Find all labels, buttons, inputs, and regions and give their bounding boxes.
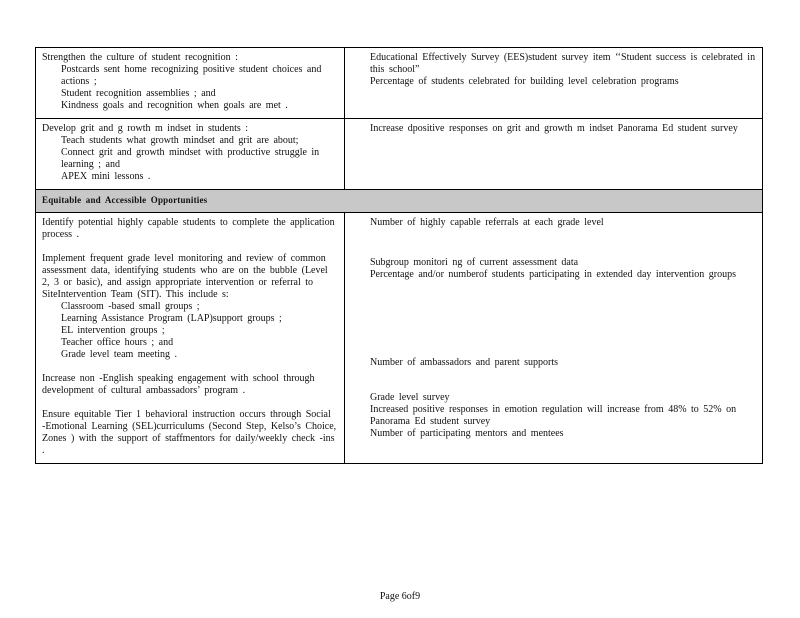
list-item: Postcards sent home recognizing positive student choices and actions ;	[61, 64, 322, 87]
list-item: Increased positive responses in emotion regulation will increase from 48% to 52% on Panorama Ed student survey	[370, 404, 737, 427]
list-item: APEX mini lessons .	[61, 171, 151, 182]
measure-bullet-list	[351, 257, 756, 281]
measure-cell	[345, 119, 763, 190]
section-header: Equitable and Accessible Opportunities	[36, 190, 763, 213]
list-item: Educational Effectively Survey (EES)student survey item ‘‘Student success is celebrated in this school”	[370, 52, 756, 75]
list-item: Teach students what growth mindset and grit are about;	[61, 135, 299, 146]
list-item: Teacher office hours ; and	[61, 337, 174, 348]
strategy-table	[35, 47, 763, 464]
strategy-bullet-list	[42, 135, 338, 183]
list-item: Student recognition assemblies ; and	[61, 88, 216, 99]
list-item: Classroom -based small groups ;	[61, 301, 200, 312]
list-item: Grade level survey	[370, 392, 450, 403]
strategy-text: Implement frequent grade level monitoring and review of common assessment data, identifying students who are on the bubble (Level 2, 3 or basic), and assign appropriate intervention or referral to SiteIntervention Team (SIT). This include s:	[42, 253, 328, 300]
list-item: Kindness goals and recognition when goals are met .	[61, 100, 288, 111]
list-item: EL intervention groups ;	[61, 325, 165, 336]
table-row	[36, 119, 763, 190]
strategy-text: Develop grit and g rowth m indset in students :	[42, 123, 249, 134]
strategy-cell	[36, 213, 345, 464]
strategy-text: Strengthen the culture of student recognition :	[42, 52, 238, 63]
list-item: Number of highly capable referrals at each grade level	[370, 217, 604, 228]
table-row	[36, 213, 763, 464]
list-item: Percentage and/or numberof students participating in extended day intervention groups	[370, 269, 736, 280]
strategy-text: Identify potential highly capable students to complete the application process .	[42, 217, 335, 240]
list-item: Connect grit and growth mindset with productive struggle in learning ; and	[61, 147, 320, 170]
list-item: Percentage of students celebrated for building level celebration programs	[370, 76, 679, 87]
measure-bullet-list	[351, 52, 756, 88]
list-item: Number of participating mentors and mentees	[370, 428, 564, 439]
strategy-bullet-list	[42, 64, 338, 112]
list-item: Increase dpositive responses on grit and growth m indset Panorama Ed student survey	[370, 123, 738, 134]
measure-cell	[345, 213, 763, 464]
measure-cell	[345, 48, 763, 119]
strategy-text: Increase non -English speaking engagement with school through development of cultural ambassadors’ program .	[42, 373, 315, 396]
measure-bullet-list	[351, 217, 756, 229]
measure-bullet-list	[351, 123, 756, 135]
strategy-cell	[36, 119, 345, 190]
list-item: Grade level team meeting .	[61, 349, 178, 360]
list-item: Subgroup monitori ng of current assessment data	[370, 257, 579, 268]
section-header-row	[36, 190, 763, 213]
strategy-bullet-list	[42, 301, 338, 361]
list-item: Learning Assistance Program (LAP)support groups ;	[61, 313, 282, 324]
strategy-text: Ensure equitable Tier 1 behavioral instruction occurs through Social -Emotional Learning (SEL)curriculums (Second Step, Kelso’s Choice, Zones ) with the support of staffmentors for daily/weekly check -ins .	[42, 409, 337, 456]
strategy-cell	[36, 48, 345, 119]
table-row	[36, 48, 763, 119]
page-number: Page 6of9	[379, 591, 421, 602]
list-item: Number of ambassadors and parent supports	[370, 357, 559, 368]
measure-bullet-list	[351, 392, 756, 440]
measure-bullet-list	[351, 357, 756, 369]
